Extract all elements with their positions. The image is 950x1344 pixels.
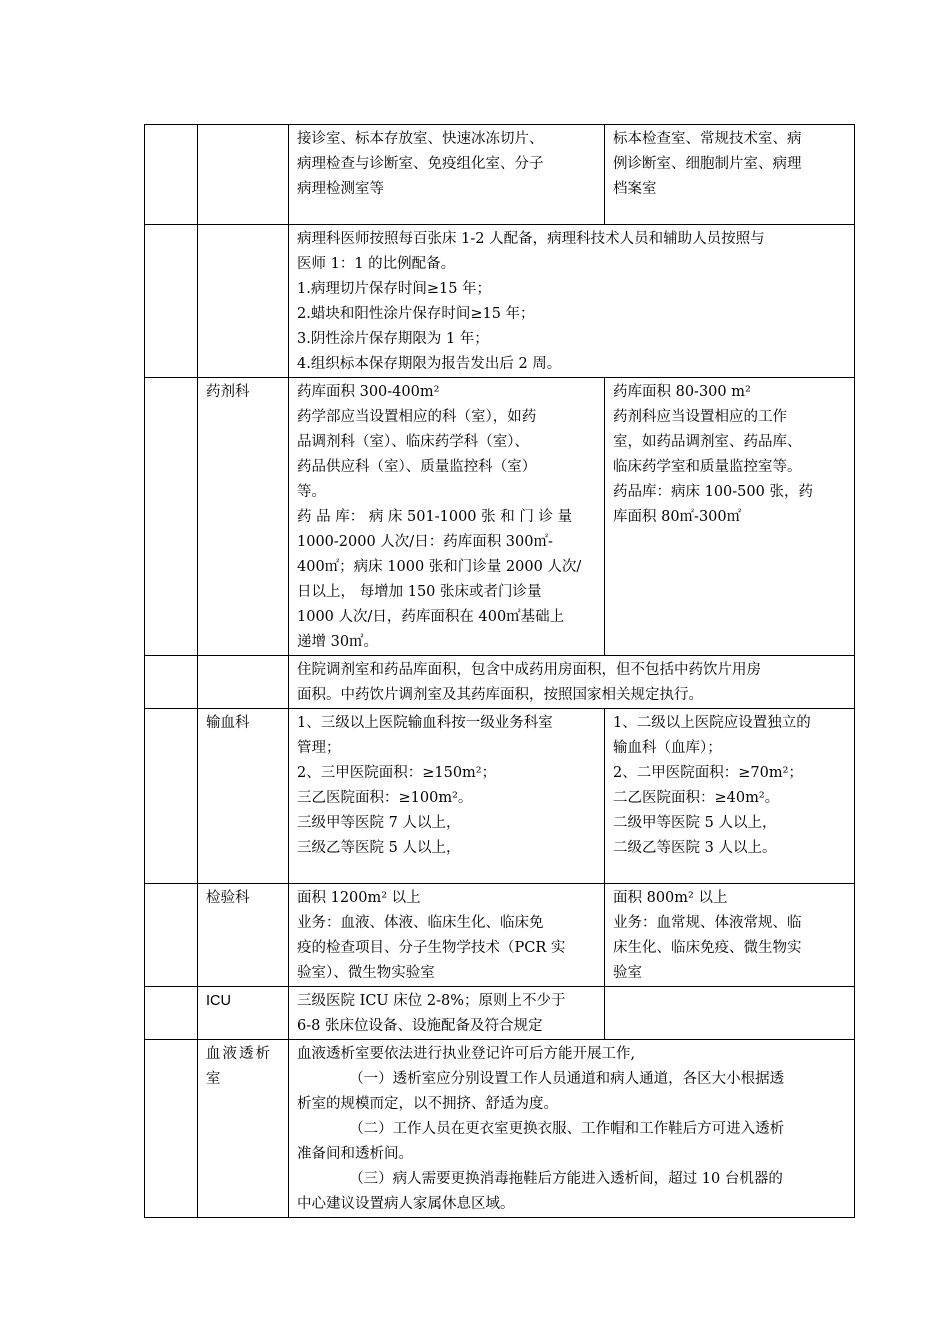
text-line: 1.病理切片保存时间≥15 年； — [297, 281, 492, 297]
text-line: （三）病人需要更换消毒拖鞋后方能进入透析间，超过 10 台机器的 — [349, 1171, 783, 1187]
dept-cell — [198, 225, 289, 378]
text-line: 档案室 — [613, 181, 657, 197]
dept-cell: 药剂科 — [198, 378, 289, 656]
index-cell — [145, 656, 198, 709]
text-line: 析室的规模而定，以不拥挤、舒适为度。 — [297, 1096, 558, 1112]
text-line: 中心建议设置病人家属休息区域。 — [297, 1196, 515, 1212]
text-line: 2、二甲医院面积：≥70m²； — [613, 765, 803, 781]
text-line: 二级乙等医院 3 人以上。 — [613, 840, 777, 856]
text-line: 输血科（血库）； — [613, 740, 722, 756]
secondary-cell — [605, 987, 855, 1040]
secondary-cell — [605, 709, 855, 884]
table-row-pathology-staff — [145, 225, 855, 378]
text-line: 6-8 张床位设备、设施配备及符合规定 — [297, 1018, 543, 1034]
text-line: 血液透析室要依法进行执业登记许可后方能开展工作, — [297, 1046, 636, 1062]
text-line: 管理； — [297, 740, 341, 756]
text-line: 递增 30㎡。 — [297, 634, 379, 650]
text-line: 面积。中药饮片调剂室及其药库面积，按照国家相关规定执行。 — [297, 687, 703, 703]
dept-line: 室 — [206, 1071, 221, 1087]
dept-cell: 检验科 — [198, 884, 289, 987]
merged-cell — [289, 656, 855, 709]
table-row-laboratory — [145, 884, 855, 987]
dept-cell: ICU — [198, 987, 289, 1040]
text-line: 三级甲等医院 7 人以上， — [297, 815, 461, 831]
text-line: 1000 人次/日，药库面积在 400㎡基础上 — [297, 609, 565, 625]
table-row-blood-transfusion — [145, 709, 855, 884]
text-line: 室，如药品调剂室、药品库、 — [613, 434, 802, 450]
dept-cell — [198, 125, 289, 225]
table-row-dialysis — [145, 1040, 855, 1218]
text-line: （二）工作人员在更衣室更换衣服、工作帽和工作鞋后方可进入透析 — [349, 1121, 785, 1137]
text-line: 床生化、临床免疫、微生物实 — [613, 940, 802, 956]
text-line: 400㎡；病床 1000 张和门诊量 2000 人次/ — [297, 559, 582, 575]
text-line: 三级医院 ICU 床位 2-8%；原则上不少于 — [297, 993, 566, 1009]
index-cell — [145, 1040, 198, 1218]
text-line: 三级乙等医院 5 人以上， — [297, 840, 461, 856]
text-line: 药库面积 80-300 m² — [613, 384, 751, 400]
table-row-pharmacy-note — [145, 656, 855, 709]
text-line: 三乙医院面积：≥100m²。 — [297, 790, 473, 806]
text-line: 二乙医院面积：≥40m²。 — [613, 790, 780, 806]
dept-line: 血液透析 — [206, 1046, 272, 1062]
dept-cell — [198, 656, 289, 709]
secondary-cell — [605, 125, 855, 225]
text-line: 业务：血常规、体液常规、临 — [613, 915, 802, 931]
text-line: 4.组织标本保存期限为报告发出后 2 周。 — [297, 356, 562, 372]
text-line: 验室 — [613, 965, 642, 981]
tertiary-cell — [289, 884, 605, 987]
text-line: 1000-2000 人次/日：药库面积 300㎡- — [297, 534, 553, 550]
index-cell — [145, 378, 198, 656]
merged-cell — [289, 1040, 855, 1218]
text-line: 2.蜡块和阳性涂片保存时间≥15 年； — [297, 306, 535, 322]
table-row-pharmacy — [145, 378, 855, 656]
index-cell — [145, 709, 198, 884]
tertiary-cell — [289, 709, 605, 884]
text-line: 标本检查室、常规技术室、病 — [613, 131, 802, 147]
index-cell — [145, 125, 198, 225]
table-row-icu — [145, 987, 855, 1040]
index-cell — [145, 225, 198, 378]
text-line: 面积 1200m² 以上 — [297, 890, 421, 906]
text-line: 1、二级以上医院应设置独立的 — [613, 715, 811, 731]
text-line: 疫的检查项目、分子生物学技术（PCR 实 — [297, 940, 566, 956]
text-line: 药品库：病床 100-500 张，药 — [613, 484, 813, 500]
secondary-cell — [605, 884, 855, 987]
text-line: 药品供应科（室）、质量监控科（室） — [297, 459, 537, 475]
tertiary-cell — [289, 378, 605, 656]
text-line: 验室）、微生物实验室 — [297, 965, 435, 981]
index-cell — [145, 884, 198, 987]
text-line: 库面积 80㎡-300㎡ — [613, 509, 742, 525]
merged-cell — [289, 225, 855, 378]
dept-cell — [198, 1040, 289, 1218]
text-line: 药剂科应当设置相应的工作 — [613, 409, 787, 425]
text-line: 例诊断室、细胞制片室、病理 — [613, 156, 802, 172]
text-line: 1、三级以上医院输血科按一级业务科室 — [297, 715, 553, 731]
text-line: 准备间和透析间。 — [297, 1146, 413, 1162]
text-line: 药学部应当设置相应的科（室），如药 — [297, 409, 537, 425]
text-line: 药库面积 300-400m² — [297, 384, 440, 400]
text-line: 药 品 库： 病 床 501-1000 张 和 门 诊 量 — [297, 509, 573, 525]
text-line: 二级甲等医院 5 人以上， — [613, 815, 777, 831]
text-line: 2、三甲医院面积：≥150m²； — [297, 765, 497, 781]
text-line: 日以上， 每增加 150 张床或者门诊量 — [297, 584, 542, 600]
text-line: （一）透析室应分别设置工作人员通道和病人通道，各区大小根据透 — [349, 1071, 785, 1087]
text-line: 病理检测室等 — [297, 181, 384, 197]
text-line: 病理科医师按照每百张床 1-2 人配备，病理科技术人员和辅助人员按照与 — [297, 231, 765, 247]
text-line: 医师 1：1 的比例配备。 — [297, 256, 456, 272]
text-line: 接诊室、标本存放室、快速冰冻切片、 — [297, 131, 544, 147]
text-line: 面积 800m² 以上 — [613, 890, 728, 906]
text-line: 病理检查与诊断室、免疫组化室、分子 — [297, 156, 544, 172]
text-line: 等。 — [297, 484, 326, 500]
index-cell — [145, 987, 198, 1040]
text-line: 品调剂科（室）、临床药学科（室）、 — [297, 434, 529, 450]
tertiary-cell — [289, 987, 605, 1040]
text-line: 住院调剂室和药品库面积，包含中成药用房面积，但不包括中药饮片用房 — [297, 662, 761, 678]
text-line: 临床药学室和质量监控室等。 — [613, 459, 802, 475]
standards-table — [144, 124, 855, 1218]
table-row-pathology-rooms — [145, 125, 855, 225]
text-line: 3.阴性涂片保存期限为 1 年； — [297, 331, 489, 347]
secondary-cell — [605, 378, 855, 656]
dept-cell: 输血科 — [198, 709, 289, 884]
text-line: 业务：血液、体液、临床生化、临床免 — [297, 915, 544, 931]
tertiary-cell — [289, 125, 605, 225]
